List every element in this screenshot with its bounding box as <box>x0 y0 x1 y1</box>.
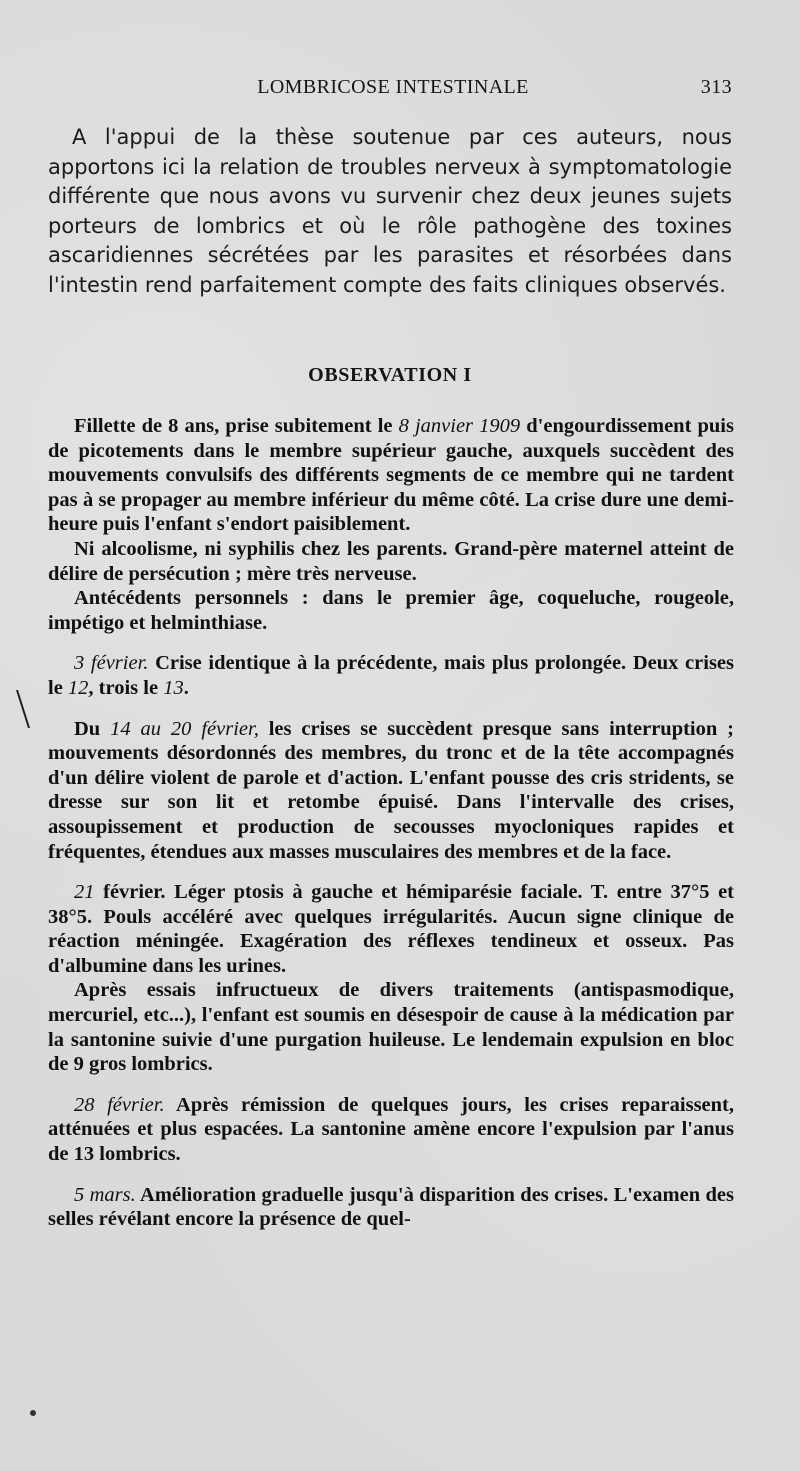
date-21: 21 <box>74 881 95 904</box>
observation-title: OBSERVATION I <box>308 364 472 386</box>
paragraph-onset-after: d'engourdissement puis de picotements dans le membre supérieur gauche, auxquels succèdent des mouvements convulsifs des différents segments de ce membre qui ne tardent pas à se propager au membre inférieur du même côté. La crise dure une demi-heure puis l'enfant s'endort paisiblement. <box>48 415 734 536</box>
date-5-mars: 5 mars. <box>74 1183 136 1206</box>
paragraph-28-fevrier <box>48 1093 734 1167</box>
paragraph-14-20-prefix: Du <box>74 717 111 740</box>
running-title: LOMBRICOSE INTESTINALE <box>257 76 529 98</box>
page-header <box>48 76 738 104</box>
paragraph-28-fevrier-text: Après rémission de quelques jours, les crises reparaissent, atténuées et plus espacées. La santonine amène encore l'expulsion par l'anus de 13 lombrics. <box>48 1093 735 1166</box>
paragraph-5-mars <box>48 1183 734 1232</box>
paragraph-family-history: Ni alcoolisme, ni syphilis chez les parents. Grand-père maternel atteint de délire de persécution ; mère très nerveuse. <box>48 537 734 585</box>
observation-body <box>48 414 734 1232</box>
date-12: 12 <box>67 676 89 699</box>
paragraph-3-fevrier-text1: Crise identique à la précédente, mais plus prolongée. Deux crises le <box>48 652 735 699</box>
paragraph-21-fevrier-text: février. Léger ptosis à gauche et hémiparésie faciale. T. entre 37°5 et 38°5. Pouls accéléré avec quelques irrégularités. Aucun signe clinique de réaction méningée. Exagération des réflexes tendineux et osseux. Pas d'albumine dans les urines. <box>48 881 734 977</box>
paragraph-21-fevrier <box>48 880 734 978</box>
paragraph-treatment: Après essais infructueux de divers traitements (antispasmodique, mercuriel, etc...), l'enfant est soumis en désespoir de cause à la médication par la santonine suivie d'une purgation huileuse. Le lendemain expulsion en bloc de 9 gros lombrics. <box>48 979 734 1076</box>
paragraph-14-20-text: les crises se succèdent presque sans interruption ; mouvements désordonnés des membres, du tronc et de la tête accompagnés d'un délire violent de parole et d'action. L'enfant pousse des cris stridents, se dresse sur son lit et retombe épuisé. Dans l'intervalle des crises, assoupissement et production de secousses myocloniques rapides et fréquentes, étendues aux masses musculaires des membres et de la face. <box>48 717 734 863</box>
date-13: 13 <box>163 676 184 699</box>
page-number: 313 <box>700 76 732 98</box>
margin-pencil-mark <box>14 688 32 732</box>
paragraph-5-mars-text: Amélioration graduelle jusqu'à disparition des crises. L'examen des selles révélant encore la présence de quel- <box>48 1183 734 1231</box>
paragraph-personal-history: Antécédents personnels : dans le premier âge, coqueluche, rougeole, impétigo et helminthiase. <box>48 587 734 634</box>
date-14-20-fevrier: 14 au 20 février, <box>110 717 259 740</box>
paragraph-onset <box>48 414 734 537</box>
paragraph-3-fevrier-text3: . <box>183 676 189 699</box>
date-28-fevrier: 28 février. <box>74 1093 165 1116</box>
date-8-janvier: 8 janvier 1909 <box>398 415 521 437</box>
ink-dot-mark <box>30 1410 36 1416</box>
paragraph-14-20-fevrier <box>48 717 734 865</box>
paragraph-3-fevrier-text2: , trois le <box>88 676 164 699</box>
date-3-fevrier: 3 février. <box>74 652 149 675</box>
paragraph-onset-before: Fillette de 8 ans, prise subitement le <box>74 415 399 437</box>
paragraph-3-fevrier <box>48 651 734 700</box>
intro-paragraph: A l'appui de la thèse soutenue par ces auteurs, nous apportons ici la relation de troubles nerveux à symptomatologie différente que nous avons vu survenir chez deux jeunes sujets porteurs de lombrics et où le rôle pathogène des toxines ascaridiennes sécrétées par les parasites et résorbées dans l'intestin rend parfaitement compte des faits cliniques observés. <box>48 125 732 297</box>
